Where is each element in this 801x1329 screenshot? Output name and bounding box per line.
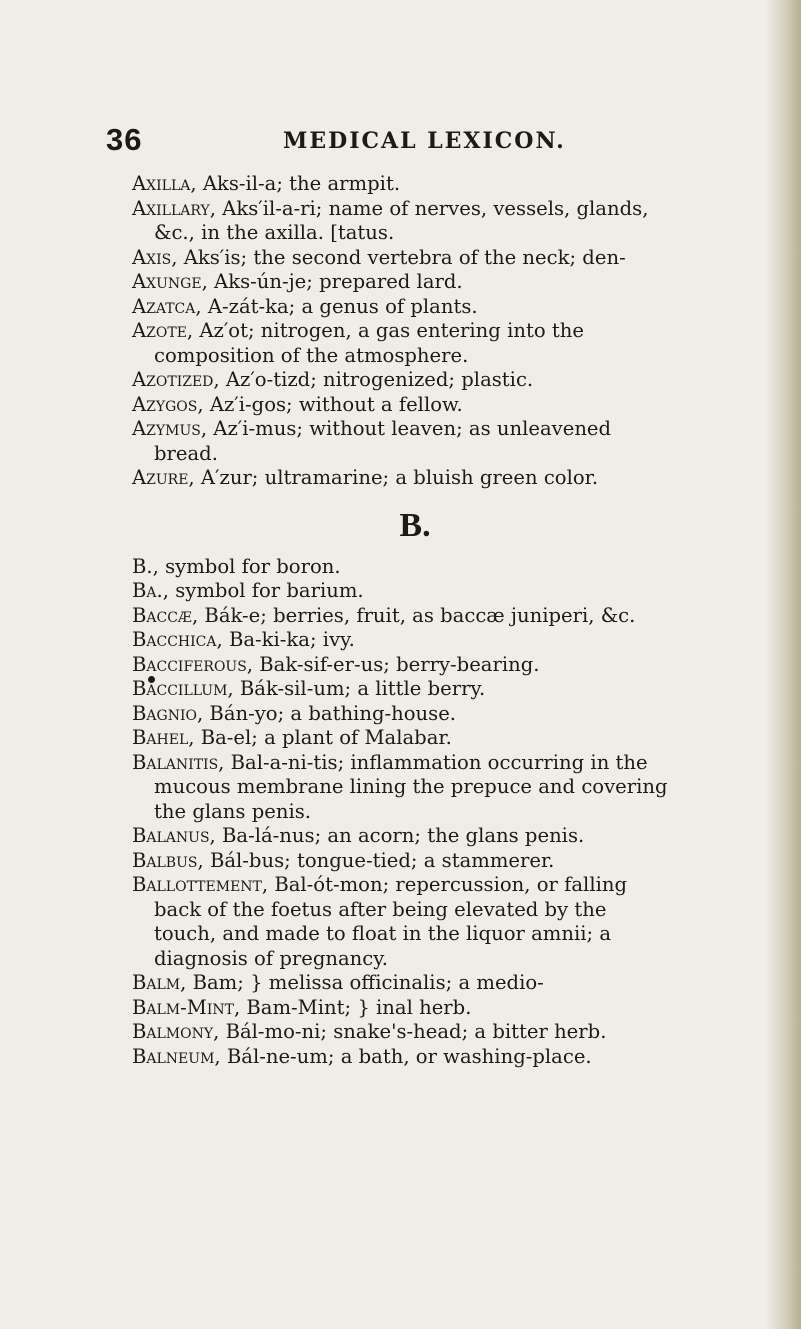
entry-definition: Aks′il-a-ri; name of nerves, vessels, glands, &c., in the axilla. [tatus. (154, 196, 649, 244)
entries-b-section (132, 555, 668, 1070)
section-letter: B. (399, 506, 431, 544)
entry-headword: Balm, (132, 971, 187, 994)
entry-headword: Azygos, (132, 392, 204, 416)
entry-definition: Az′i-mus; without leaven; as unleavened bread. (154, 417, 612, 465)
entry-definition: Bam; } melissa officinalis; a medio- (186, 971, 544, 994)
entry-definition: Bam-Mint; } inal herb. (240, 995, 472, 1019)
running-head: MEDICAL LEXICON. (283, 128, 566, 154)
lexicon-entry (132, 1045, 668, 1070)
entry-definition: Bák-e; berries, fruit, as baccæ juniperi, &c. (198, 603, 636, 627)
lexicon-entry (132, 653, 668, 678)
lexicon-entry (132, 971, 668, 996)
entry-headword: Balmony, (132, 1020, 220, 1043)
entry-definition: Bál-ne-um; a bath, or washing-place. (220, 1044, 592, 1068)
entry-headword: B., (132, 554, 159, 578)
entry-definition: A′zur; ultramarine; a bluish green color. (194, 466, 599, 489)
entry-definition: Bál-mo-ni; snake's-head; a bitter herb. (219, 1020, 607, 1043)
entry-definition: Bál-bus; tongue-tied; a stammerer. (203, 848, 555, 872)
lexicon-entry (132, 393, 668, 418)
entry-headword: Balanus, (132, 824, 216, 847)
page-edge-shadow (765, 0, 801, 1329)
lexicon-entry (132, 604, 668, 629)
lexicon-entry (132, 417, 668, 466)
page-number: 36 (106, 122, 143, 157)
entry-definition: symbol for barium. (168, 579, 364, 602)
entry-headword: Bagnio, (132, 701, 204, 725)
entry-definition: Bak-sif-er-us; berry-bearing. (253, 652, 540, 676)
entry-headword: Bacciferous, (132, 652, 254, 676)
entry-headword: Azure, (132, 466, 195, 489)
entry-headword: Azotized, (132, 368, 220, 391)
lexicon-entry (132, 579, 668, 604)
entry-definition: Aks-il-a; the armpit. (196, 172, 401, 195)
entries-a-section (132, 172, 668, 491)
entry-definition: A-zát-ka; a genus of plants. (201, 294, 478, 318)
entry-definition: Az′o-tizd; nitrogenized; plastic. (219, 368, 534, 391)
lexicon-entry (132, 466, 668, 491)
lexicon-entry (132, 555, 668, 580)
entry-definition: Bák-sil-um; a little berry. (233, 677, 486, 700)
entry-definition: Az′ot; nitrogen, a gas entering into the composition of the atmosphere. (154, 319, 584, 367)
entry-headword: Bahel, (132, 726, 195, 749)
entry-headword: Balm-Mint, (132, 995, 241, 1019)
entry-definition: Bal-ót-mon; repercussion, or falling back of the foetus after being elevated by the touch, and made to float in the liquor amnii; a diagnosis of pregnancy. (154, 873, 628, 970)
entry-definition: Ba-el; a plant of Malabar. (194, 726, 452, 749)
entry-definition: Aks′is; the second vertebra of the neck; den- (177, 245, 626, 269)
lexicon-entry (132, 270, 668, 295)
entry-headword: Baccillum, (132, 677, 234, 700)
entry-headword: Axis, (132, 245, 178, 269)
lexicon-entries (132, 172, 668, 1069)
lexicon-entry (132, 246, 668, 271)
lexicon-entry (132, 197, 668, 246)
entry-headword: Baccæ, (132, 603, 199, 627)
entry-headword: Balbus, (132, 848, 204, 872)
lexicon-entry (132, 849, 668, 874)
entry-headword: Ba., (132, 579, 169, 602)
lexicon-entry (132, 319, 668, 368)
entry-definition: Az′i-gos; without a fellow. (203, 392, 463, 416)
lexicon-entry (132, 824, 668, 849)
lexicon-entry (132, 751, 668, 825)
entry-headword: Ballottement, (132, 873, 269, 896)
entry-headword: Axillary, (132, 196, 216, 220)
entry-definition: Aks-ún-je; prepared lard. (207, 270, 463, 293)
page-header (0, 122, 801, 162)
lexicon-entry (132, 1020, 668, 1045)
lexicon-entry (132, 702, 668, 727)
lexicon-entry (132, 172, 668, 197)
entry-headword: Balneum, (132, 1044, 221, 1068)
entry-headword: Azymus, (132, 417, 208, 440)
lexicon-entry (132, 628, 668, 653)
lexicon-entry (132, 726, 668, 751)
lexicon-entry (132, 996, 668, 1021)
entry-definition: Bán-yo; a bathing-house. (203, 701, 457, 725)
lexicon-entry (132, 368, 668, 393)
lexicon-entry (132, 677, 668, 702)
entry-definition: Bal-a-ni-tis; inflammation occurring in the mucous membrane lining the prepuce and covering the glans penis. (154, 750, 668, 823)
entry-headword: Bacchica, (132, 628, 223, 651)
entry-headword: Balanitis, (132, 750, 225, 774)
lexicon-entry (132, 295, 668, 320)
entry-headword: Axilla, (132, 172, 197, 195)
entry-definition: symbol for boron. (158, 554, 341, 578)
entry-headword: Axunge, (132, 270, 208, 293)
entry-headword: Azote, (132, 319, 194, 342)
entry-headword: Azatca, (132, 294, 202, 318)
lexicon-entry (132, 873, 668, 971)
entry-definition: Ba-ki-ka; ivy. (222, 628, 355, 651)
entry-definition: Ba-lá-nus; an acorn; the glans penis. (215, 824, 585, 847)
